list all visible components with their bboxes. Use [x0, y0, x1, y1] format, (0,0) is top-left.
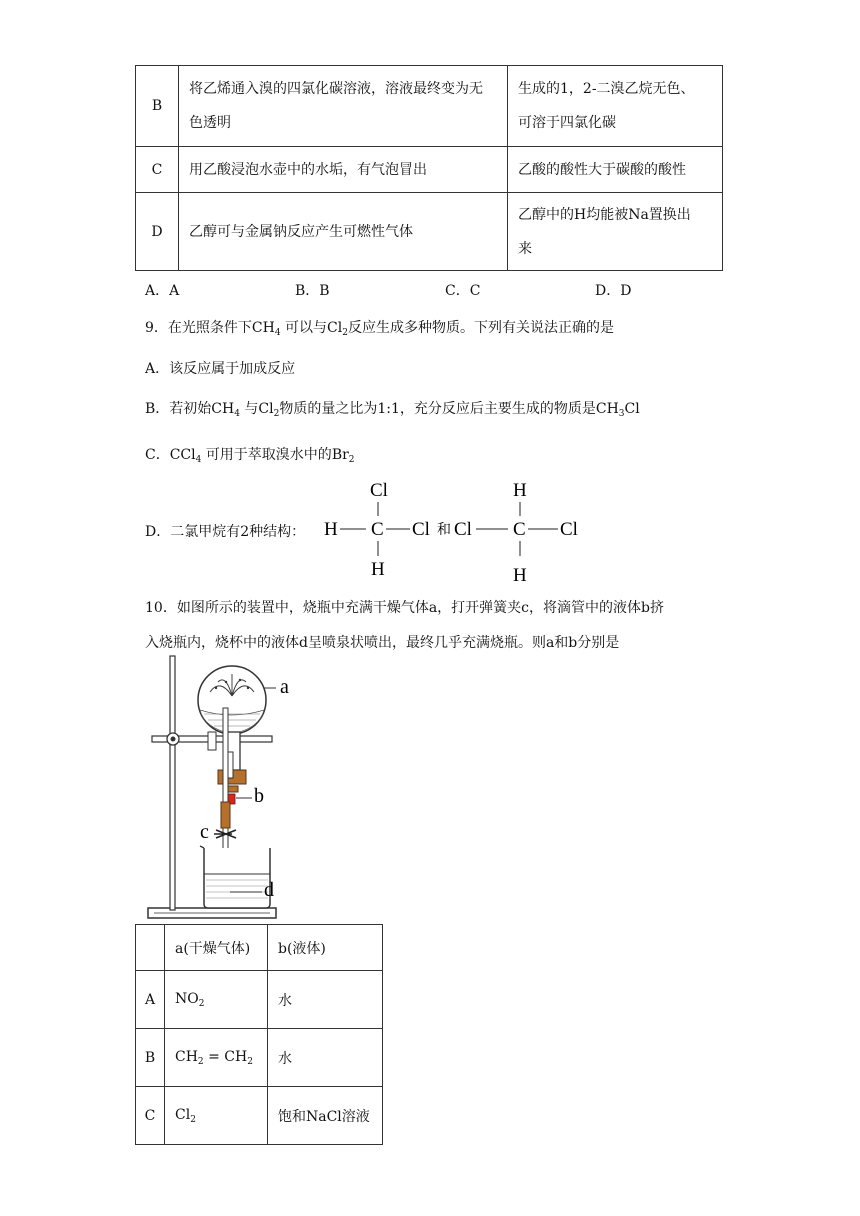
atom-h: H — [513, 480, 527, 501]
option-d[interactable]: D．D — [595, 283, 632, 299]
label-a: a — [280, 676, 289, 698]
atom-h: H — [513, 565, 527, 586]
and-text: 和 — [437, 522, 451, 538]
cell-line: 色透明 — [189, 115, 231, 131]
header-blank — [136, 925, 165, 971]
atom-c: C — [513, 519, 526, 540]
label-c: c — [200, 821, 209, 843]
cell-line: 来 — [518, 240, 532, 257]
cell-line: 可溶于四氯化碳 — [518, 115, 616, 131]
label-d: d — [264, 879, 274, 901]
cell-line: 用乙酸浸泡水壶中的水垢，有气泡冒出 — [189, 161, 427, 178]
cell-line: 乙醇中的H均能被Na置换出 — [518, 206, 691, 223]
liquid-cell: 水 — [268, 1029, 383, 1087]
answer-table-q8 — [135, 65, 723, 271]
table-row: C $Cl_2$ 饱和NaCl溶液 — [136, 1087, 383, 1145]
header-gas: a(干燥气体) — [165, 925, 268, 971]
gas-formula: CH — [175, 1048, 198, 1065]
table-row — [136, 925, 383, 971]
cell-line: 乙酸的酸性大于碳酸的酸性 — [518, 161, 686, 178]
table-row — [136, 66, 723, 147]
liquid-cell: 水 — [268, 971, 383, 1029]
q9-option-c[interactable]: C．CCl$_4$ 可用于萃取溴水中的$Br_2$ — [145, 447, 355, 465]
gas-formula: NO — [175, 990, 199, 1007]
header-liquid: b(液体) — [268, 925, 383, 971]
q8-options — [145, 280, 745, 300]
table-row: B $CH_2 = CH_2$ 水 — [136, 1029, 383, 1087]
atom-cl: Cl — [560, 519, 578, 540]
question-10-line-1: 10．如图所示的装置中，烧瓶中充满干燥气体a，打开弹簧夹c，将滴管中的液体b挤 — [145, 600, 664, 616]
liquid-cell: 饱和NaCl溶液 — [268, 1087, 383, 1145]
question-9-stem: 9．在光照条件下$CH_4$ 可以与$Cl_2$反应生成多种物质。下列有关说法正确的是 — [145, 320, 614, 338]
q9-option-d[interactable]: D．二氯甲烷有2种结构： — [145, 524, 306, 540]
table-row: A $NO_2$ 水 — [136, 971, 383, 1029]
q9-option-b[interactable]: B．若初始$CH_4$ 与$Cl_2$物质的量之比为1:1，充分反应后主要生成的物质是$CH_3Cl$ — [145, 401, 640, 419]
table-row — [136, 147, 723, 193]
atom-cl: Cl — [454, 519, 472, 540]
row-label: B — [136, 1029, 165, 1087]
row-label: C — [136, 147, 179, 193]
label-b: b — [254, 785, 264, 807]
cell-line: 乙醇可与金属钠反应产生可燃性气体 — [189, 223, 413, 240]
q9-option-a[interactable]: A．该反应属于加成反应 — [145, 361, 296, 377]
row-label: C — [136, 1087, 165, 1145]
option-c[interactable]: C．C — [445, 283, 481, 299]
option-a[interactable]: A．A — [145, 283, 180, 299]
row-label: B — [136, 66, 179, 147]
atom-h: H — [371, 559, 385, 580]
atom-cl: Cl — [412, 519, 430, 540]
gas-formula: Cl — [175, 1106, 191, 1123]
dichloromethane-structures — [320, 476, 590, 586]
question-10-line-2: 入烧瓶内，烧杯中的液体d呈喷泉状喷出，最终几乎充满烧瓶。则a和b分别是 — [145, 635, 620, 651]
row-label: D — [136, 193, 179, 271]
atom-c: C — [371, 519, 384, 540]
cell-line: 将乙烯通入溴的四氯化碳溶液，溶液最终变为无 — [189, 81, 483, 97]
atom-h: H — [324, 519, 338, 540]
table-row — [136, 193, 723, 271]
answer-table-q10 — [135, 924, 383, 1145]
fountain-apparatus-figure — [140, 652, 400, 924]
row-label: A — [136, 971, 165, 1029]
cell-line: 生成的1，2-二溴乙烷无色、 — [518, 81, 695, 97]
atom-cl: Cl — [370, 480, 388, 501]
option-b[interactable]: B．B — [295, 283, 330, 299]
